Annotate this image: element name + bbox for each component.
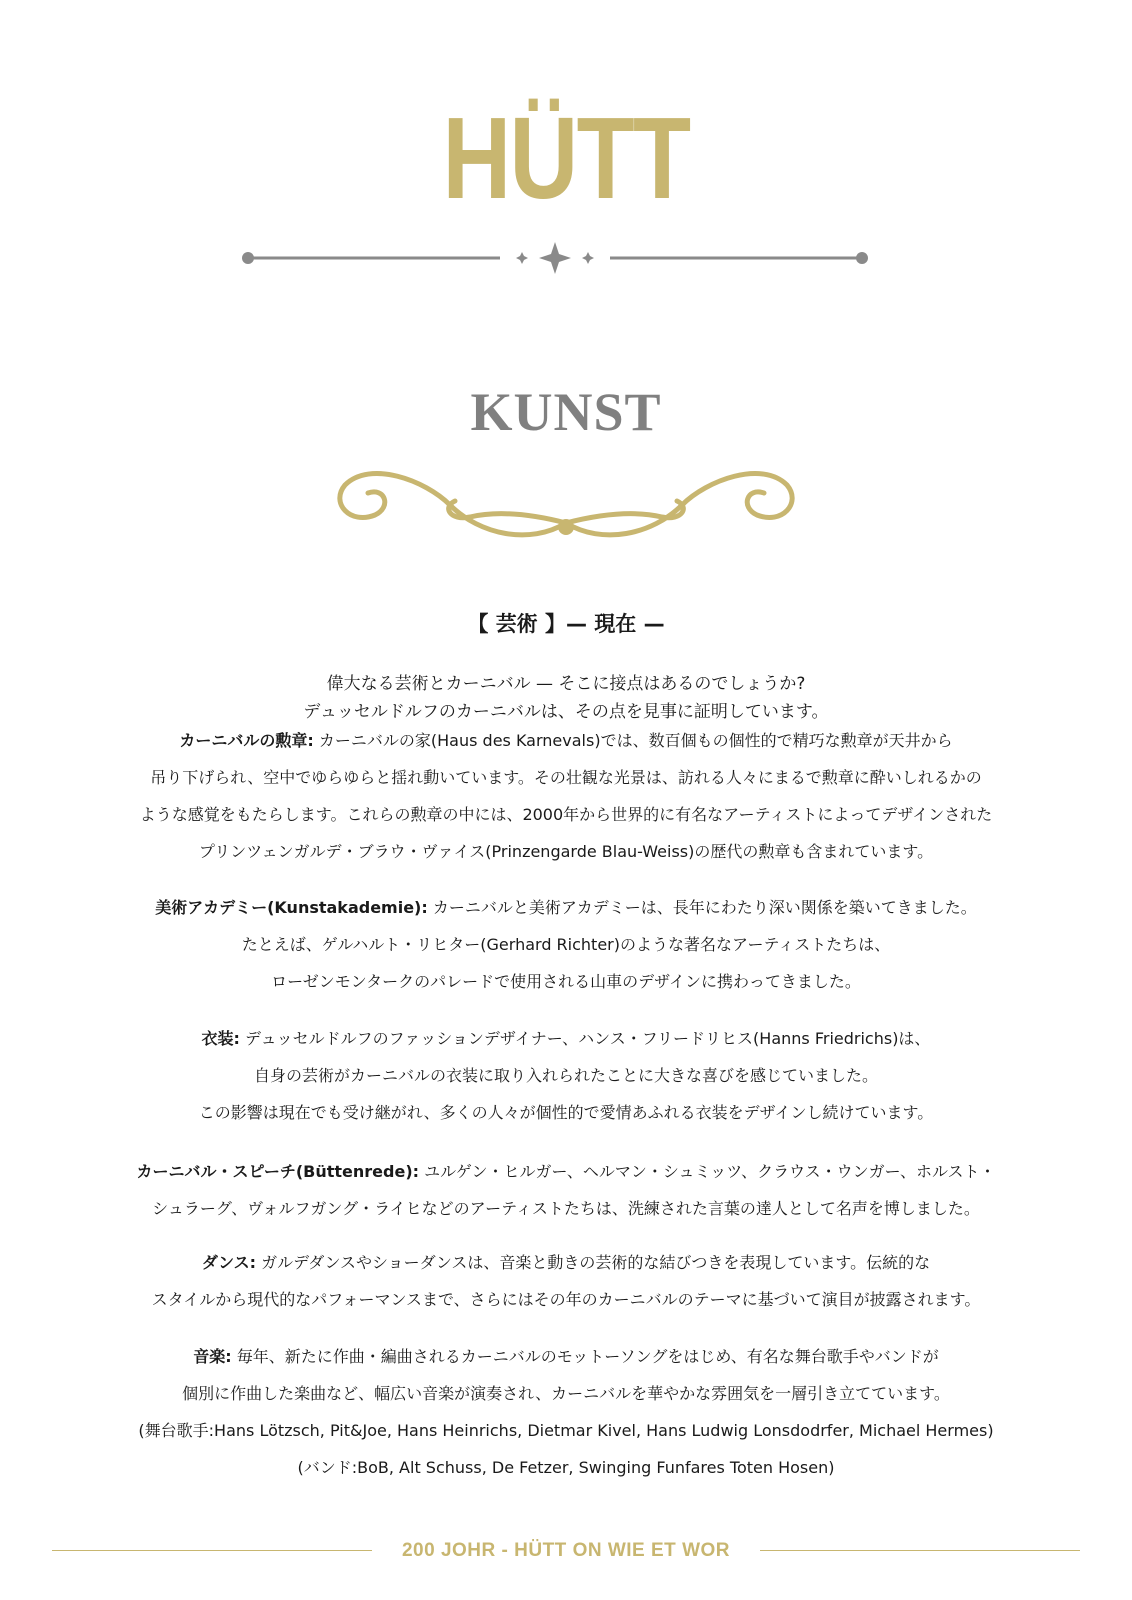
section-music: 音楽: 毎年、新たに作曲・編曲されるカーニバルのモットーソングをはじめ、有名な舞台歌手やバンドが 個別に作曲した楽曲など、幅広い音楽が演奏され、カーニバルを華やかな雰囲気を一層引き立てています。 (舞台歌手:Hans Lötzsch, Pit&Joe, Hans Heinrichs, Dietmar Kivel, Hans Ludwig Lonsdodrfer, Michael Hermes) (バンド:BoB, Alt Schuss, De Fetzer, Swinging Funfares Toten Hosen) [138, 1347, 994, 1477]
section-academy: 美術アカデミー(Kunstakademie): カーニバルと美術アカデミーは、長年にわたり深い関係を築いてきました。 たとえば、ゲルハルト・リヒター(Gerhard Richter)のような著名なアーティストたちは、 ローゼンモンタークのパレードで使用される山車のデザインに携わってきました。 [155, 898, 977, 991]
section-medals: カーニバルの勲章: カーニバルの家(Haus des Karnevals)では、数百個もの個性的で精巧な勲章が天井から 吊り下げられ、空中でゆらゆらと揺れ動いています。その壮観な光景は、訪れる人々にまるで勲章に酔いしれるかの ような感覚をもたらします。これらの勲章の中には、2000年から世界的に有名なアーティストによってデザインされた プリンツェンガルデ・ブラウ・ヴァイス(Prinzengarde Blau-Weiss)の歴代の勲章も含まれています。 [139, 731, 993, 861]
section-label: カーニバル・スピーチ(Büttenrede): [136, 1162, 420, 1181]
section-label: 衣装: [201, 1029, 240, 1048]
section-speech: カーニバル・スピーチ(Büttenrede): ユルゲン・ヒルガー、ヘルマン・シュミッツ、クラウス・ウンガー、ホルスト・ シュラーグ、ヴォルフガング・ライヒなどのアーティストたちは、洗練された言葉の達人として名声を博しました。 [136, 1162, 996, 1218]
section-label: カーニバルの勲章: [179, 731, 314, 750]
sparkle-icon [516, 242, 594, 274]
intro-text: 偉大なる芸術とカーニバル — そこに接点はあるのでしょうか? デュッセルドルフのカーニバルは、その点を見事に証明しています。 [303, 674, 829, 722]
section-label: 美術アカデミー(Kunstakademie): [155, 898, 428, 917]
section-label: ダンス: [201, 1253, 257, 1272]
section-dance: ダンス: ガルデダンスやショーダンスは、音楽と動きの芸術的な結びつきを表現しています。伝統的な スタイルから現代的なパフォーマンスまで、さらにはその年のカーニバルのテーマに基づいて演目が披露されます。 [151, 1253, 981, 1309]
section-heading: 【 芸術 】— 現在 — [467, 612, 665, 636]
footer-text: 200 JOHR - HÜTT ON WIE ET WOR [401, 1540, 731, 1561]
footer [0, 1535, 1132, 1565]
section-costume: 衣装: デュッセルドルフのファッションデザイナー、ハンス・フリードリヒス(Hanns Friedrichs)は、 自身の芸術がカーニバルの衣装に取り入れられたことに大きな喜びを感じていました。 この影響は現在でも受け継がれ、多くの人々が個性的で愛情あふれる衣装をデザインし続けています。 [198, 1029, 934, 1122]
hutt-logo: HÜTT [442, 93, 690, 223]
scroll-flourish-icon [330, 455, 802, 550]
divider-ornament [240, 240, 870, 280]
section-title: KUNST [470, 382, 662, 442]
section-label: 音楽: [193, 1347, 232, 1366]
